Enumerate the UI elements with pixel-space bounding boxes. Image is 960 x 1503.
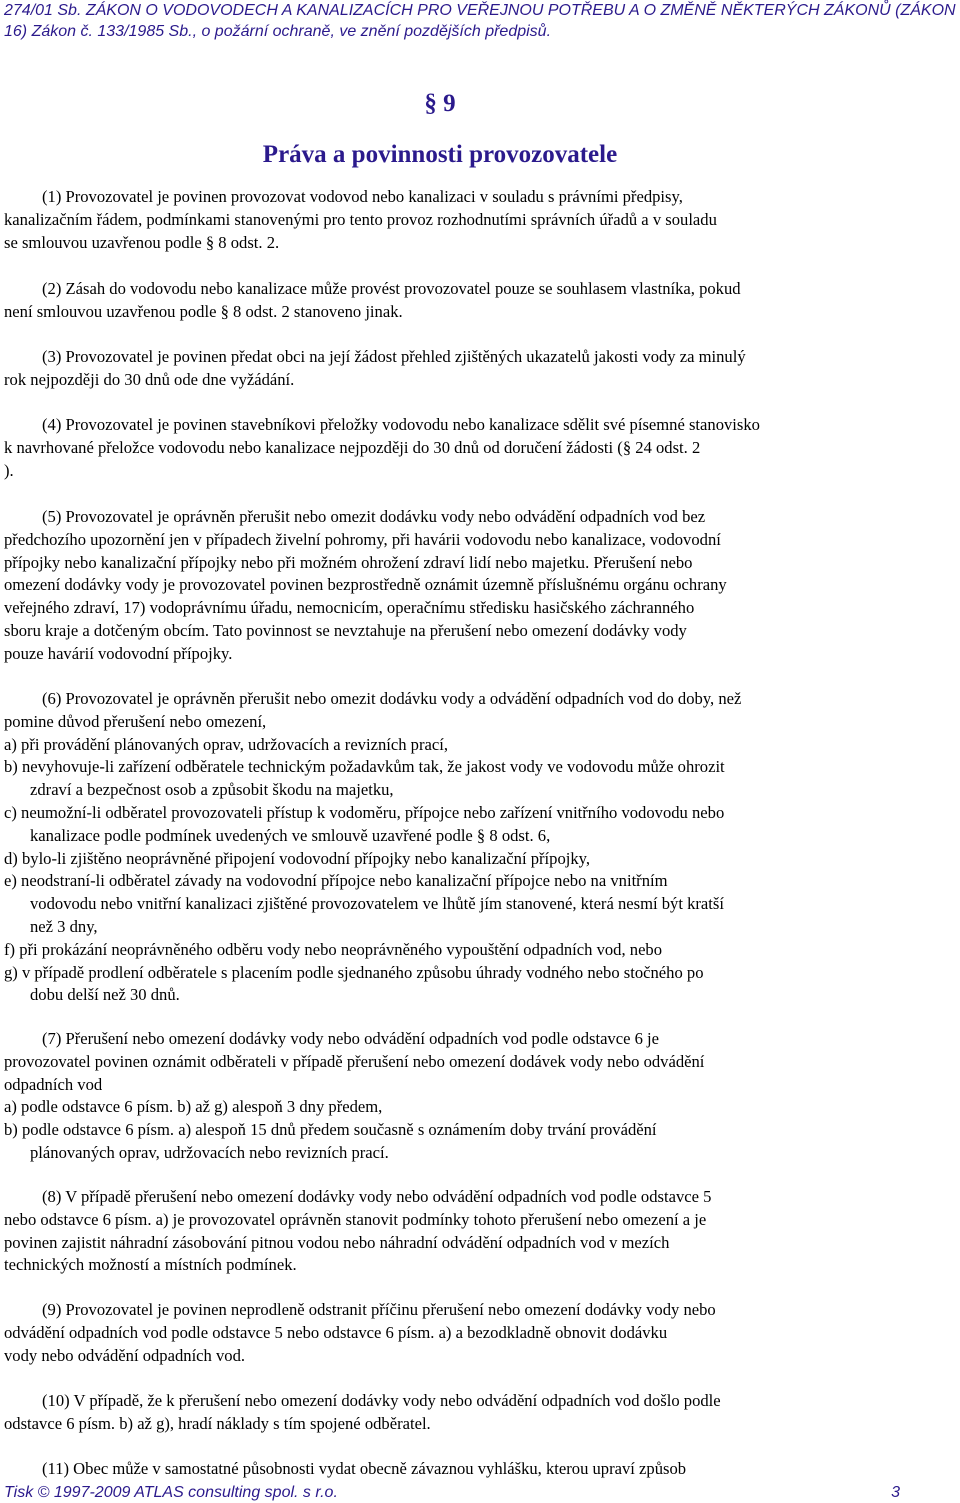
text-line: dobu delší než 30 dnů. [30, 985, 180, 1005]
paragraph-7 [4, 1028, 960, 1165]
text-line: (5) Provozovatel je oprávněn přerušit nebo omezit dodávku vody nebo odvádění odpadních vod bez [42, 507, 706, 526]
text-line: (2) Zásah do vodovodu nebo kanalizace může provést provozovatel pouze se souhlasem vlastníka, pokud [42, 279, 741, 298]
paragraph-9 [4, 1299, 960, 1367]
list-item-g: g) v případě prodlení odběratele s placením podle sjednaného způsobu úhrady vodného nebo stočného po [4, 962, 704, 982]
list-item-a: a) při provádění plánovaných oprav, udržovacích a revizních prací, [4, 734, 448, 754]
text-line: veřejného zdraví, 17) vodoprávnímu úřadu, nemocnicím, operačnímu středisku hasičského záchranného [4, 598, 695, 618]
text-line: odpadních vod [4, 1074, 103, 1094]
text-line: kanalizačním řádem, podmínkami stanovenými pro tento provoz rozhodnutími správních úřadů a v souladu [4, 209, 717, 229]
text-line: provozovatel povinen oznámit odběrateli v případě přerušení nebo omezení dodávek vody nebo odvádění [4, 1051, 705, 1071]
page-number: 3 [891, 1484, 900, 1501]
section-number: § 9 [424, 90, 456, 117]
list-item-c: c) neumožní-li odběratel provozovateli přístup k vodoměru, přípojce nebo zařízení vnitřního vodovodu nebo [4, 802, 725, 822]
text-line: se smlouvou uzavřenou podle § 8 odst. 2. [4, 232, 280, 252]
text-line: nebo odstavce 6 písm. a) je provozovatel oprávněn stanovit podmínky tohoto přerušení nebo omezení a je [4, 1209, 707, 1229]
list-item-d: d) bylo-li zjištěno neoprávněné připojení vodovodní přípojky nebo kanalizační přípojky, [4, 848, 591, 868]
text-line: k navrhované přeložce vodovodu nebo kanalizace nejpozději do 30 dnů od doručení žádosti (§ 24 odst. 2 [4, 437, 701, 457]
paragraph-11 [4, 1458, 960, 1481]
text-line: není smlouvou uzavřenou podle § 8 odst. 2 stanoveno jinak. [4, 301, 403, 321]
list-item-b: b) nevyhovuje-li zařízení odběratele technickým požadavkům tak, že jakost vody ve vodovodu může ohrozit [4, 757, 725, 777]
text-line: vody nebo odvádění odpadních vod. [4, 1345, 246, 1365]
text-line: (1) Provozovatel je povinen provozovat vodovod nebo kanalizaci v souladu s právními předpisy, [42, 187, 683, 206]
text-line: vodovodu nebo vnitřní kanalizaci zjištěné provozovatelem ve lhůtě jím stanovené, která nesmí být kratší [30, 894, 724, 914]
paragraph-4 [4, 414, 960, 482]
text-line: (8) V případě přerušení nebo omezení dodávky vody nebo odvádění odpadních vod podle odstavce 5 [42, 1187, 712, 1206]
page-header [4, 0, 960, 42]
text-line: (4) Provozovatel je povinen stavebníkovi přeložky vodovodu nebo kanalizace sdělit své písemné stanovisko [42, 415, 760, 434]
text-line: omezení dodávky vody je provozovatel povinen bezprostředně oznámit územně příslušnému orgánu ochrany [4, 575, 727, 595]
text-line: (7) Přerušení nebo omezení dodávky vody nebo odvádění odpadních vod podle odstavce 6 je [42, 1029, 660, 1048]
footer-copyright: Tisk © 1997-2009 ATLAS consulting spol. s r.o. [4, 1484, 338, 1501]
list-item-e: e) neodstraní-li odběratel závady na vodovodní přípojce nebo kanalizační přípojce nebo na vnitřním [4, 871, 668, 891]
text-line: ). [4, 460, 14, 480]
list-item-b: b) podle odstavce 6 písm. a) alespoň 15 dnů předem současně s oznámením doby trvání provádění [4, 1120, 657, 1140]
paragraph-6 [4, 688, 960, 1007]
header-line-2: 16) Zákon č. 133/1985 Sb., o požární ochraně, ve znění pozdějších předpisů. [4, 23, 552, 40]
paragraph-2 [4, 278, 960, 324]
paragraph-5 [4, 506, 960, 666]
page-footer [4, 1483, 960, 1501]
text-line: kanalizace podle podmínek uvedených ve smlouvě uzavřené podle § 8 odst. 6, [30, 825, 551, 845]
text-line: (9) Provozovatel je povinen neprodleně odstranit příčinu přerušení nebo omezení dodávky vody nebo [42, 1300, 716, 1319]
section-title: Práva a povinnosti provozovatele [262, 141, 618, 168]
text-line: plánovaných oprav, udržovacích nebo revizních prací. [30, 1142, 389, 1162]
text-line: zdraví a bezpečnost osob a způsobit škodu na majetku, [30, 780, 394, 800]
text-line: povinen zajistit náhradní zásobování pitnou vodou nebo náhradní odvádění odpadních vod v mezích [4, 1232, 670, 1252]
paragraph-8 [4, 1186, 960, 1277]
text-line: rok nejpozději do 30 dnů ode dne vyžádání. [4, 369, 295, 389]
list-item-a: a) podle odstavce 6 písm. b) až g) alespoň 3 dny předem, [4, 1097, 383, 1117]
text-line: pomine důvod přerušení nebo omezení, [4, 711, 267, 731]
header-line-1: 274/01 Sb. ZÁKON O VODOVODECH A KANALIZACÍCH PRO VEŘEJNOU POTŘEBU A O ZMĚNĚ NĚKTERÝCH ZÁKONŮ (ZÁKON [4, 2, 956, 19]
text-line: než 3 dny, [30, 916, 98, 936]
paragraph-10 [4, 1390, 960, 1436]
text-line: (11) Obec může v samostatné působnosti vydat obecně závaznou vyhlášku, kterou upraví způsob [42, 1459, 687, 1478]
list-item-f: f) při prokázání neoprávněného odběru vody nebo neoprávněného vypouštění odpadních vod, nebo [4, 939, 663, 959]
text-line: (3) Provozovatel je povinen předat obci na její žádost přehled zjištěných ukazatelů jakosti vody za minulý [42, 347, 746, 366]
text-line: pouze havárií vodovodní přípojky. [4, 643, 233, 663]
text-line: odstavce 6 písm. b) až g), hradí náklady s tím spojené odběratel. [4, 1413, 431, 1433]
paragraph-3 [4, 346, 960, 392]
text-line: předchozího upozornění jen v případech živelní pohromy, při havárii vodovodu nebo kanalizace, vodovodní [4, 529, 721, 549]
text-line: sboru kraje a dotčeným obcím. Tato povinnost se nevztahuje na přerušení nebo omezení dodávky vody [4, 620, 687, 640]
paragraph-1 [4, 186, 960, 254]
text-line: (10) V případě, že k přerušení nebo omezení dodávky vody nebo odvádění odpadních vod došlo podle [42, 1391, 721, 1410]
text-line: (6) Provozovatel je oprávněn přerušit nebo omezit dodávku vody a odvádění odpadních vod do doby, než [42, 689, 742, 708]
text-line: přípojky nebo kanalizační přípojky nebo při možném ohrožení zdraví lidí nebo majetku. Přerušení nebo [4, 552, 693, 572]
text-line: technických možností a místních podmínek. [4, 1255, 297, 1275]
text-line: odvádění odpadních vod podle odstavce 5 nebo odstavce 6 písm. a) a bezodkladně obnovit dodávku [4, 1322, 668, 1342]
